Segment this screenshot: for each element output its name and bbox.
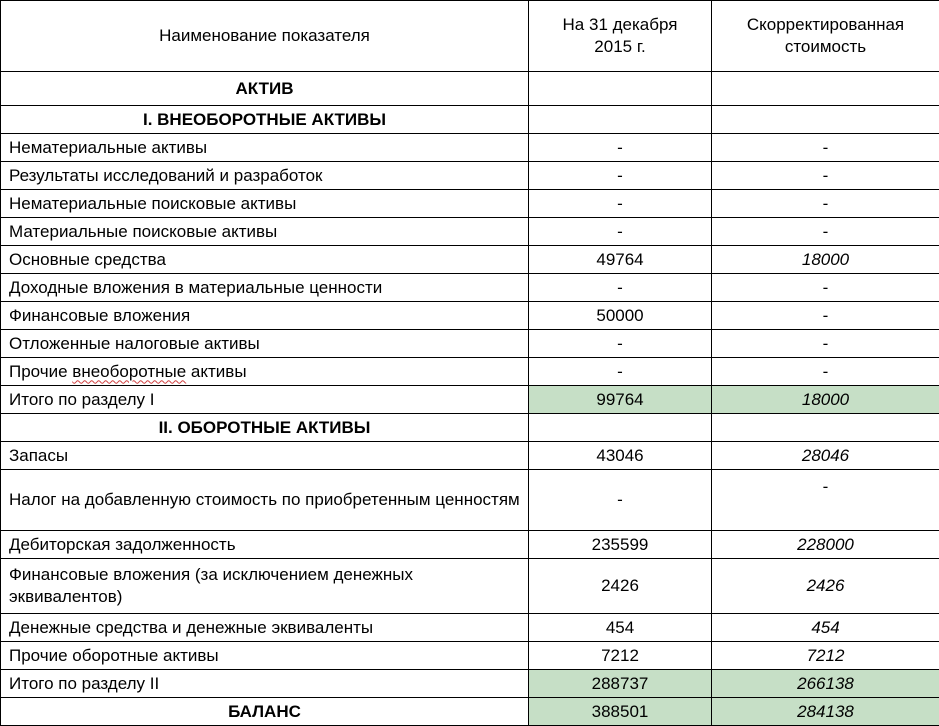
table-row [1,302,939,330]
total-value-adjusted: 18000 [712,386,939,414]
row-name: Результаты исследований и разработок [1,162,529,190]
aktiv-row [1,72,939,106]
row-name: Нематериальные поисковые активы [1,190,529,218]
table-row [1,470,939,531]
header-date-line1: На 31 декабря [537,14,703,36]
section1-total-row [1,386,939,414]
row-value-adjusted: - [712,162,939,190]
row-value-2015: 454 [529,614,712,642]
row-name [1,358,529,386]
row-name: Денежные средства и денежные эквиваленты [1,614,529,642]
section1-title-row [1,106,939,134]
row-value-adjusted: 454 [712,614,939,642]
spellcheck-word: внеоборотные [72,362,186,381]
balance-name: БАЛАНС [1,698,529,726]
row-name: Прочие оборотные активы [1,642,529,670]
row-value-adjusted: - [712,330,939,358]
empty-cell [529,72,712,106]
table-row [1,358,939,386]
total-value-adjusted: 266138 [712,670,939,698]
empty-cell [712,414,939,442]
row-value-2015: - [529,274,712,302]
row-value-2015: 43046 [529,442,712,470]
total-name: Итого по разделу II [1,670,529,698]
row-value-adjusted: - [712,274,939,302]
header-date-column [529,1,712,72]
section2-total-row [1,670,939,698]
row-value-adjusted: - [712,470,939,531]
row-value-adjusted: - [712,190,939,218]
row-name: Материальные поисковые активы [1,218,529,246]
row-value-2015: - [529,218,712,246]
row-value-adjusted: 28046 [712,442,939,470]
row-value-2015: - [529,190,712,218]
row-value-adjusted: - [712,218,939,246]
row-value-2015: - [529,330,712,358]
total-name: Итого по разделу I [1,386,529,414]
row-value-2015: - [529,162,712,190]
table-header-row [1,1,939,72]
row-name: Основные средства [1,246,529,274]
row-value-2015: 235599 [529,531,712,559]
table-row [1,531,939,559]
header-adjusted-line1: Скорректированная [720,14,931,36]
row-name: Нематериальные активы [1,134,529,162]
table-row [1,218,939,246]
section1-title: I. ВНЕОБОРОТНЫЕ АКТИВЫ [1,106,529,134]
row-name: Финансовые вложения (за исключением денежных эквивалентов) [1,559,529,614]
row-value-2015: 50000 [529,302,712,330]
table-row [1,274,939,302]
total-value-2015: 288737 [529,670,712,698]
header-adjusted-line2: стоимость [720,36,931,58]
row-name: Налог на добавленную стоимость по приобретенным ценностям [1,470,529,531]
row-name: Дебиторская задолженность [1,531,529,559]
table-row [1,246,939,274]
row-value-2015: 49764 [529,246,712,274]
row-value-adjusted: - [712,134,939,162]
row-value-adjusted: 228000 [712,531,939,559]
table-row [1,614,939,642]
aktiv-title: АКТИВ [1,72,529,106]
total-value-2015: 99764 [529,386,712,414]
row-value-adjusted: 2426 [712,559,939,614]
row-value-adjusted: 18000 [712,246,939,274]
row-name-part: Прочие [9,362,72,381]
row-value-2015: - [529,358,712,386]
empty-cell [712,72,939,106]
empty-cell [712,106,939,134]
header-indicator-name: Наименование показателя [1,1,529,72]
balance-value-adjusted: 284138 [712,698,939,726]
balance-row [1,698,939,726]
empty-cell [529,414,712,442]
header-adjusted-column [712,1,939,72]
row-value-adjusted: - [712,302,939,330]
table-row [1,442,939,470]
row-value-2015: 2426 [529,559,712,614]
table-row [1,134,939,162]
table-row [1,330,939,358]
table-row [1,642,939,670]
row-value-adjusted: - [712,358,939,386]
empty-cell [529,106,712,134]
section2-title-row [1,414,939,442]
table-row [1,190,939,218]
table-row [1,162,939,190]
row-value-adjusted: 7212 [712,642,939,670]
row-name: Отложенные налоговые активы [1,330,529,358]
row-name: Доходные вложения в материальные ценности [1,274,529,302]
row-value-2015: - [529,134,712,162]
row-name: Финансовые вложения [1,302,529,330]
row-name: Запасы [1,442,529,470]
row-value-2015: - [529,470,712,531]
section2-title: II. ОБОРОТНЫЕ АКТИВЫ [1,414,529,442]
balance-value-2015: 388501 [529,698,712,726]
row-name-part: активы [186,362,246,381]
header-date-line2: 2015 г. [537,36,703,58]
row-value-2015: 7212 [529,642,712,670]
table-row [1,559,939,614]
